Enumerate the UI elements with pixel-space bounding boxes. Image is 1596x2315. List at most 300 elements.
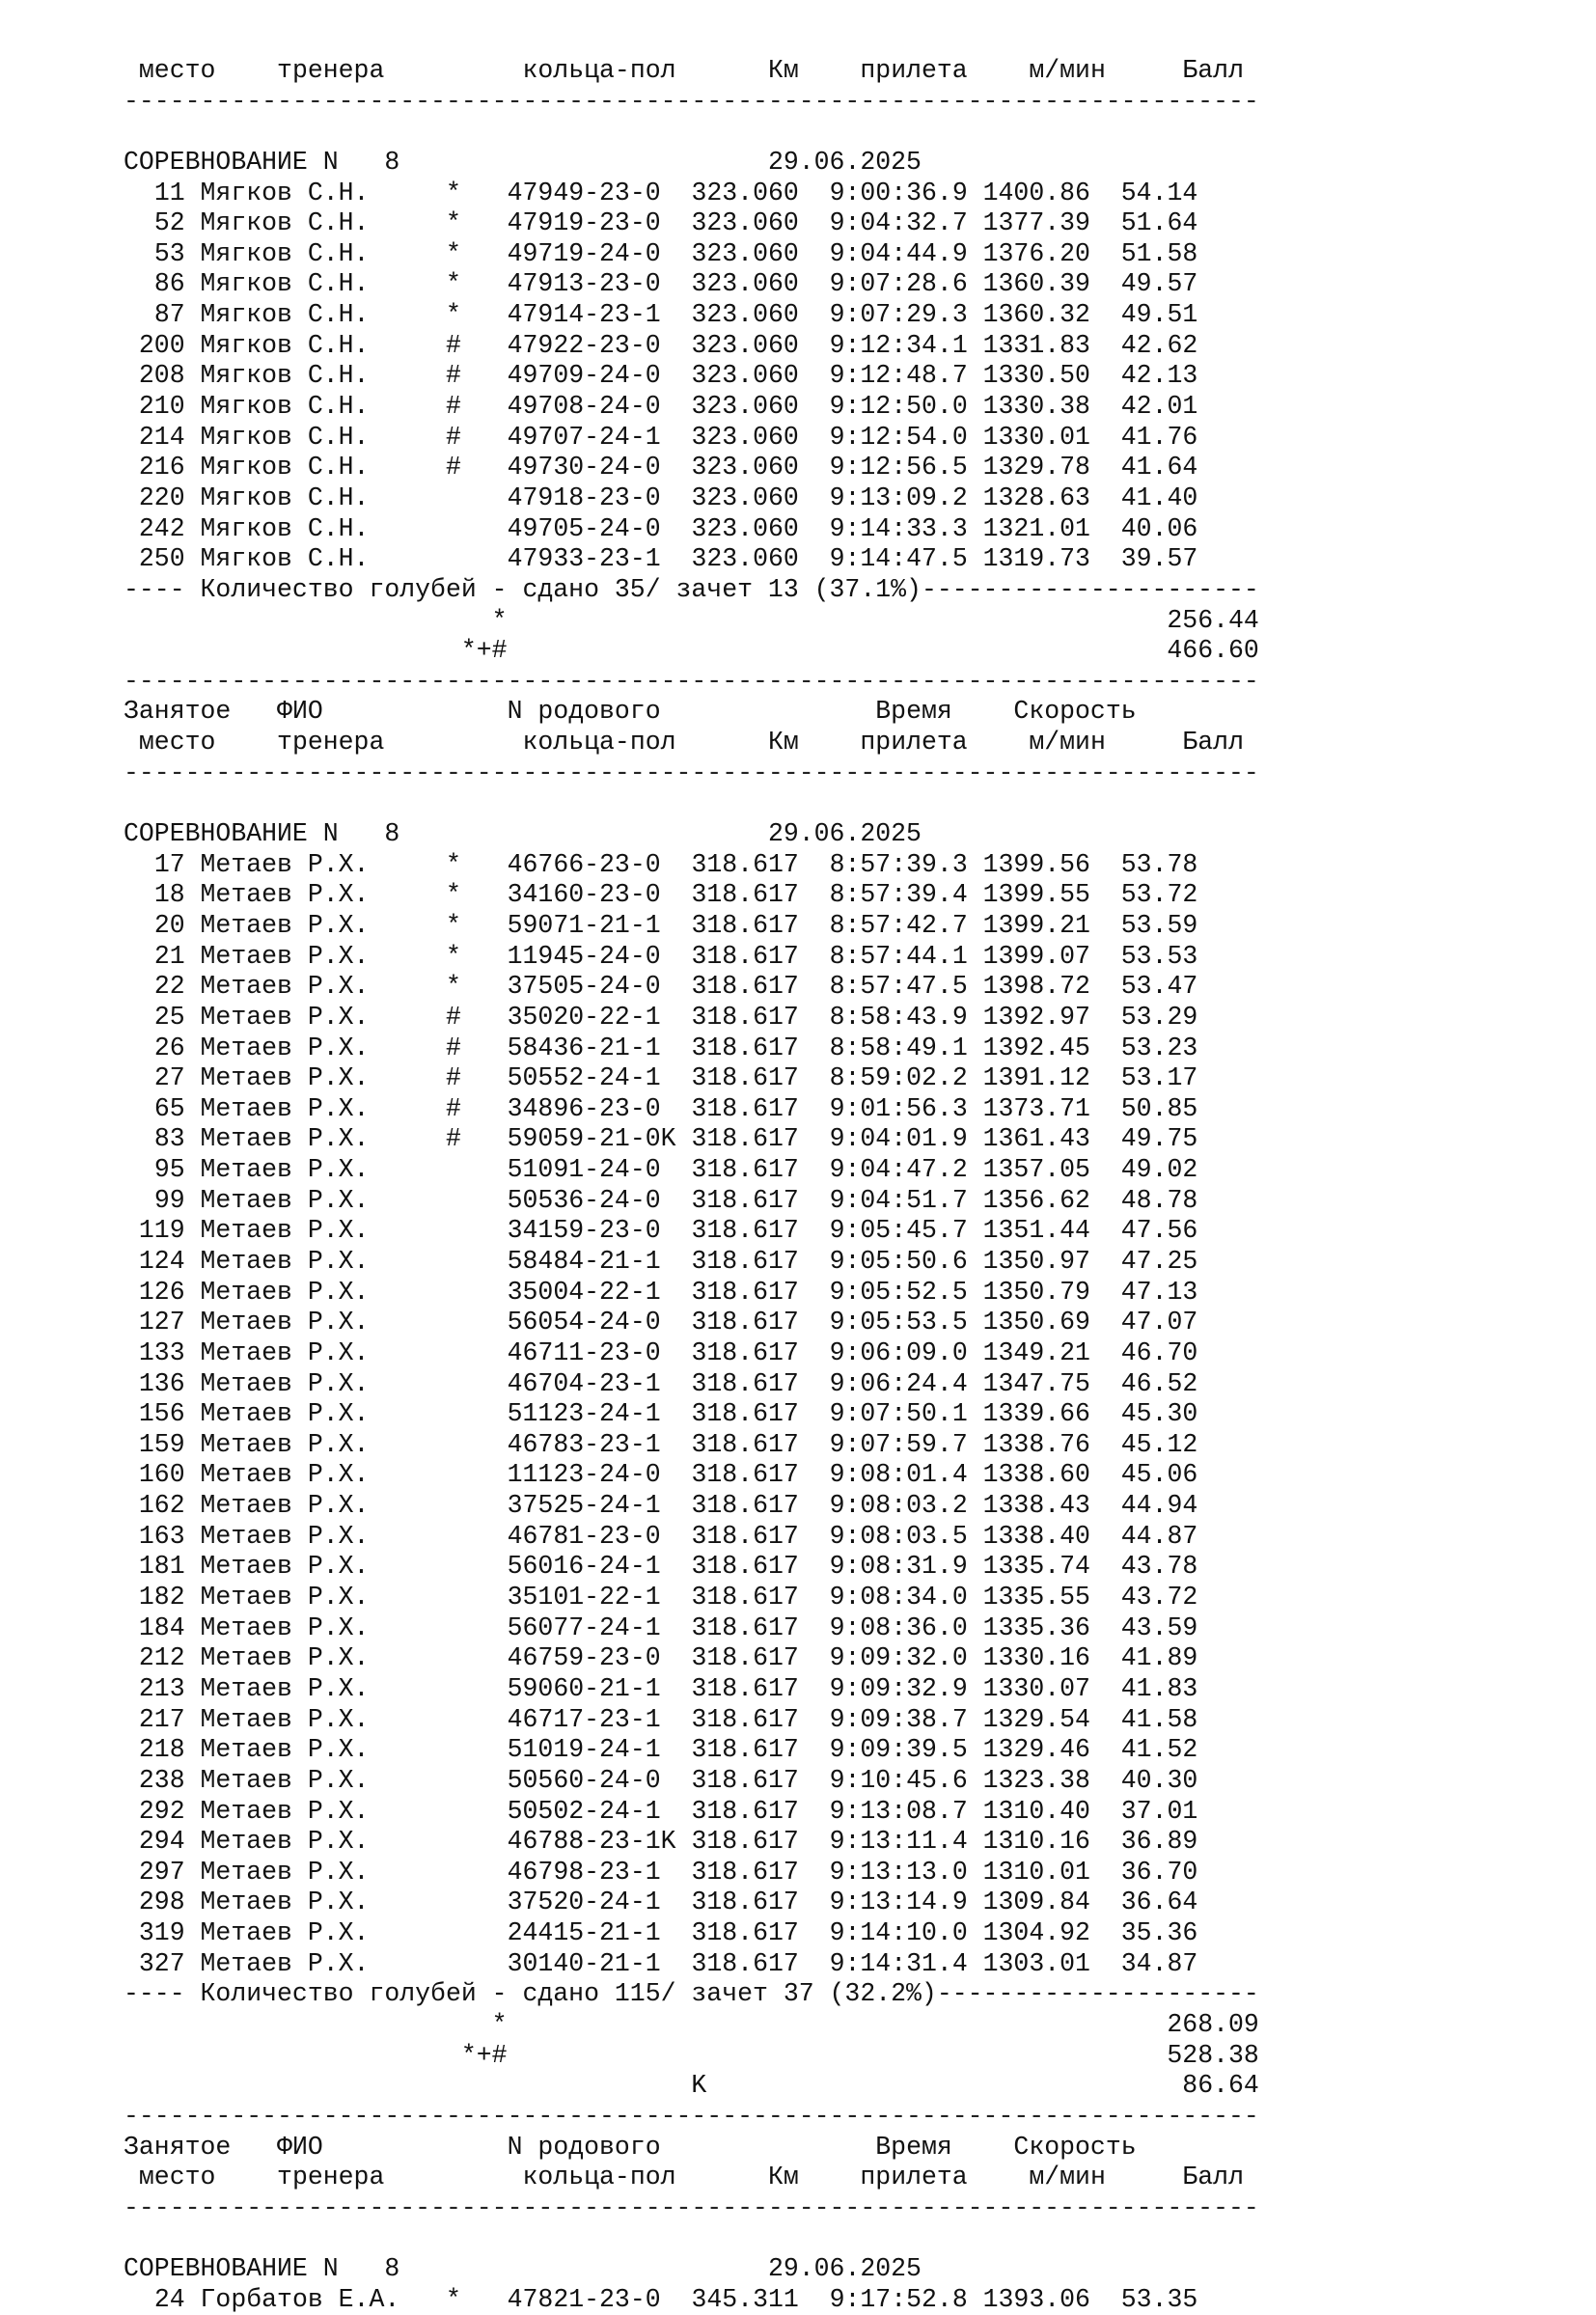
arrival-cell: 9:04:44.9 bbox=[829, 238, 968, 268]
arrival-cell: 9:07:50.1 bbox=[829, 1399, 968, 1429]
speed-cell: 1392.45 bbox=[982, 1033, 1090, 1062]
speed-cell: 1328.63 bbox=[982, 482, 1090, 512]
result-row bbox=[124, 1522, 1259, 1553]
arrival-cell: 9:04:51.7 bbox=[829, 1185, 968, 1215]
score-cell: 51.58 bbox=[1120, 238, 1198, 268]
arrival-cell: 9:06:09.0 bbox=[829, 1337, 968, 1367]
blank-line bbox=[124, 2223, 1259, 2254]
result-row bbox=[124, 544, 1259, 575]
ring-cell: 30140-21-1 bbox=[507, 1948, 661, 1978]
header-ring: кольца-пол bbox=[522, 728, 676, 758]
arrival-cell: 9:04:32.7 bbox=[829, 208, 968, 238]
speed-cell: 1357.05 bbox=[982, 1155, 1090, 1185]
mark-cell: * bbox=[445, 880, 461, 910]
result-row bbox=[124, 911, 1259, 942]
place-cell: 184 bbox=[138, 1612, 185, 1642]
score-cell: 49.75 bbox=[1120, 1124, 1198, 1154]
speed-cell: 1310.16 bbox=[982, 1827, 1090, 1857]
total-value: 268.09 bbox=[1167, 2010, 1259, 2039]
table-header bbox=[124, 728, 1259, 758]
separator-rule bbox=[124, 758, 1259, 789]
place-cell: 24 bbox=[153, 2284, 185, 2314]
speed-cell: 1373.71 bbox=[982, 1093, 1090, 1123]
trainer-cell: Горбатов Е.А. bbox=[200, 2284, 400, 2314]
header-place: место bbox=[138, 728, 216, 758]
mark-cell: # bbox=[445, 1002, 461, 1032]
arrival-cell: 9:12:48.7 bbox=[829, 361, 968, 391]
place-cell: 11 bbox=[153, 178, 185, 207]
result-row bbox=[124, 1094, 1259, 1125]
speed-cell: 1339.66 bbox=[982, 1399, 1090, 1429]
km-cell: 318.617 bbox=[691, 1583, 799, 1612]
separator-rule bbox=[124, 2102, 1259, 2133]
km-cell: 318.617 bbox=[691, 1033, 799, 1062]
score-cell: 41.76 bbox=[1120, 422, 1198, 452]
trainer-cell: Метаев Р.Х. bbox=[200, 1063, 370, 1093]
result-row bbox=[124, 269, 1259, 300]
trainer-cell: Мягков С.Н. bbox=[200, 361, 370, 391]
speed-cell: 1391.12 bbox=[982, 1063, 1090, 1093]
score-cell: 53.72 bbox=[1120, 880, 1198, 910]
km-cell: 323.060 bbox=[691, 300, 799, 330]
ring-cell: 47949-23-0 bbox=[507, 178, 661, 207]
trainer-cell: Мягков С.Н. bbox=[200, 392, 370, 422]
km-cell: 318.617 bbox=[691, 1552, 799, 1582]
mark-cell: * bbox=[445, 941, 461, 971]
result-row bbox=[124, 1338, 1259, 1369]
place-cell: 95 bbox=[153, 1155, 185, 1185]
arrival-cell: 9:08:01.4 bbox=[829, 1460, 968, 1490]
header-speed-top: Скорость bbox=[1013, 697, 1137, 727]
speed-cell: 1335.36 bbox=[982, 1612, 1090, 1642]
score-cell: 43.72 bbox=[1120, 1583, 1198, 1612]
trainer-cell: Мягков С.Н. bbox=[200, 544, 370, 574]
arrival-cell: 9:01:56.3 bbox=[829, 1093, 968, 1123]
trainer-cell: Мягков С.Н. bbox=[200, 178, 370, 207]
trainer-cell: Метаев Р.Х. bbox=[200, 1673, 370, 1703]
score-cell: 39.57 bbox=[1120, 544, 1198, 574]
km-cell: 323.060 bbox=[691, 544, 799, 574]
speed-cell: 1329.78 bbox=[982, 453, 1090, 482]
header-time-top: Время bbox=[875, 697, 952, 727]
competition-title bbox=[124, 2254, 1259, 2285]
km-cell: 318.617 bbox=[691, 1948, 799, 1978]
mark-cell: * bbox=[445, 269, 461, 299]
km-cell: 318.617 bbox=[691, 1124, 799, 1154]
speed-cell: 1303.01 bbox=[982, 1948, 1090, 1978]
result-row bbox=[124, 392, 1259, 423]
place-cell: 250 bbox=[138, 544, 185, 574]
result-row bbox=[124, 1643, 1259, 1674]
ring-cell: 37525-24-1 bbox=[507, 1491, 661, 1521]
separator-rule bbox=[124, 667, 1259, 698]
mark-cell: * bbox=[445, 300, 461, 330]
ring-cell: 46798-23-1 bbox=[507, 1857, 661, 1887]
speed-cell: 1350.79 bbox=[982, 1277, 1090, 1307]
ring-cell: 49708-24-0 bbox=[507, 392, 661, 422]
km-cell: 323.060 bbox=[691, 330, 799, 360]
trainer-cell: Метаев Р.Х. bbox=[200, 1888, 370, 1917]
trainer-cell: Мягков С.Н. bbox=[200, 453, 370, 482]
mark-cell: * bbox=[445, 849, 461, 879]
arrival-cell: 8:58:49.1 bbox=[829, 1033, 968, 1062]
mark-cell: # bbox=[445, 1093, 461, 1123]
speed-cell: 1350.97 bbox=[982, 1246, 1090, 1276]
km-cell: 323.060 bbox=[691, 482, 799, 512]
arrival-cell: 9:04:01.9 bbox=[829, 1124, 968, 1154]
km-cell: 318.617 bbox=[691, 1155, 799, 1185]
header-place: место bbox=[138, 56, 216, 85]
result-row bbox=[124, 880, 1259, 911]
result-row bbox=[124, 1369, 1259, 1400]
place-cell: 119 bbox=[138, 1216, 185, 1246]
place-cell: 18 bbox=[153, 880, 185, 910]
place-cell: 213 bbox=[138, 1673, 185, 1703]
header-ring-top: N родового bbox=[507, 2132, 661, 2162]
result-row bbox=[124, 1827, 1259, 1858]
result-row bbox=[124, 1155, 1259, 1186]
header-speed: м/мин bbox=[1029, 2163, 1106, 2192]
ring-cell: 58436-21-1 bbox=[507, 1033, 661, 1062]
competition-date: 29.06.2025 bbox=[767, 147, 922, 177]
km-cell: 318.617 bbox=[691, 1308, 799, 1337]
arrival-cell: 9:12:34.1 bbox=[829, 330, 968, 360]
results-report bbox=[124, 56, 1259, 2315]
blank-line bbox=[124, 788, 1259, 819]
km-cell: 323.060 bbox=[691, 361, 799, 391]
trainer-cell: Метаев Р.Х. bbox=[200, 1704, 370, 1734]
trainer-cell: Мягков С.Н. bbox=[200, 422, 370, 452]
ring-cell: 37505-24-0 bbox=[507, 972, 661, 1002]
blank-line bbox=[124, 117, 1259, 148]
competition-title bbox=[124, 148, 1259, 179]
km-cell: 318.617 bbox=[691, 849, 799, 879]
total-line bbox=[124, 636, 1259, 667]
ring-cell: 49709-24-0 bbox=[507, 361, 661, 391]
result-row bbox=[124, 300, 1259, 331]
trainer-cell: Метаев Р.Х. bbox=[200, 941, 370, 971]
header-score: Балл bbox=[1182, 56, 1244, 85]
mark-cell: # bbox=[445, 330, 461, 360]
ring-cell: 58484-21-1 bbox=[507, 1246, 661, 1276]
km-cell: 318.617 bbox=[691, 1643, 799, 1673]
total-label: *+# bbox=[460, 2040, 508, 2070]
score-cell: 47.25 bbox=[1120, 1246, 1198, 1276]
ring-cell: 56077-24-1 bbox=[507, 1612, 661, 1642]
result-row bbox=[124, 1766, 1259, 1797]
ring-cell: 50552-24-1 bbox=[507, 1063, 661, 1093]
score-cell: 45.06 bbox=[1120, 1460, 1198, 1490]
result-row bbox=[124, 208, 1259, 239]
ring-cell: 49730-24-0 bbox=[507, 453, 661, 482]
header-speed-top: Скорость bbox=[1013, 2132, 1137, 2162]
ring-cell: 46759-23-0 bbox=[507, 1643, 661, 1673]
speed-cell: 1310.01 bbox=[982, 1857, 1090, 1887]
km-cell: 318.617 bbox=[691, 1857, 799, 1887]
place-cell: 163 bbox=[138, 1521, 185, 1551]
speed-cell: 1351.44 bbox=[982, 1216, 1090, 1246]
result-row bbox=[124, 1491, 1259, 1522]
summary-line: ---- Количество голубей - сдано 115/ зачет 37 (32.2%)--------------------- bbox=[124, 1979, 1259, 2009]
trainer-cell: Метаев Р.Х. bbox=[200, 1124, 370, 1154]
score-cell: 45.12 bbox=[1120, 1429, 1198, 1459]
km-cell: 318.617 bbox=[691, 1368, 799, 1398]
speed-cell: 1349.21 bbox=[982, 1337, 1090, 1367]
summary-line: ---- Количество голубей - сдано 35/ зачет 13 (37.1%)---------------------- bbox=[124, 574, 1259, 604]
result-row bbox=[124, 1033, 1259, 1064]
place-cell: 21 bbox=[153, 941, 185, 971]
place-cell: 159 bbox=[138, 1429, 185, 1459]
score-cell: 49.51 bbox=[1120, 300, 1198, 330]
place-cell: 319 bbox=[138, 1918, 185, 1948]
km-cell: 318.617 bbox=[691, 1093, 799, 1123]
km-cell: 318.617 bbox=[691, 1704, 799, 1734]
ring-cell: 37520-24-1 bbox=[507, 1888, 661, 1917]
result-row bbox=[124, 423, 1259, 454]
ring-cell: 46783-23-1 bbox=[507, 1429, 661, 1459]
speed-cell: 1309.84 bbox=[982, 1888, 1090, 1917]
mark-cell: * bbox=[445, 178, 461, 207]
ring-cell: 49705-24-0 bbox=[507, 513, 661, 543]
place-cell: 162 bbox=[138, 1491, 185, 1521]
place-cell: 26 bbox=[153, 1033, 185, 1062]
mark-cell: * bbox=[445, 910, 461, 940]
place-cell: 87 bbox=[153, 300, 185, 330]
place-cell: 99 bbox=[153, 1185, 185, 1215]
trainer-cell: Метаев Р.Х. bbox=[200, 849, 370, 879]
mark-cell: * bbox=[445, 2284, 461, 2314]
score-cell: 40.06 bbox=[1120, 513, 1198, 543]
header-ring-top: N родового bbox=[507, 697, 661, 727]
score-cell: 41.89 bbox=[1120, 1643, 1198, 1673]
trainer-cell: Мягков С.Н. bbox=[200, 238, 370, 268]
km-cell: 318.617 bbox=[691, 1796, 799, 1826]
speed-cell: 1377.39 bbox=[982, 208, 1090, 238]
ring-cell: 51019-24-1 bbox=[507, 1735, 661, 1765]
place-cell: 214 bbox=[138, 422, 185, 452]
header-arrival: прилета bbox=[860, 56, 968, 85]
place-cell: 17 bbox=[153, 849, 185, 879]
arrival-cell: 9:06:24.4 bbox=[829, 1368, 968, 1398]
result-row bbox=[124, 1247, 1259, 1278]
score-cell: 53.78 bbox=[1120, 849, 1198, 879]
total-label: * bbox=[491, 2010, 508, 2039]
place-cell: 292 bbox=[138, 1796, 185, 1826]
arrival-cell: 9:12:56.5 bbox=[829, 453, 968, 482]
km-cell: 318.617 bbox=[691, 1491, 799, 1521]
ring-cell: 49707-24-1 bbox=[507, 422, 661, 452]
result-row bbox=[124, 1674, 1259, 1705]
place-cell: 65 bbox=[153, 1093, 185, 1123]
summary-text: Количество голубей - сдано 115/ зачет 37 (32.2%) bbox=[200, 1979, 937, 2009]
trainer-cell: Метаев Р.Х. bbox=[200, 1552, 370, 1582]
ring-cell: 59071-21-1 bbox=[507, 910, 661, 940]
km-cell: 318.617 bbox=[691, 1918, 799, 1948]
competition-date: 29.06.2025 bbox=[767, 2254, 922, 2284]
score-cell: 46.52 bbox=[1120, 1368, 1198, 1398]
trainer-cell: Мягков С.Н. bbox=[200, 300, 370, 330]
speed-cell: 1330.07 bbox=[982, 1673, 1090, 1703]
km-cell: 318.617 bbox=[691, 1765, 799, 1795]
competition-date: 29.06.2025 bbox=[767, 819, 922, 849]
rule-text: -------------------------------------------------------------------------- bbox=[124, 666, 1259, 696]
place-cell: 20 bbox=[153, 910, 185, 940]
arrival-cell: 9:14:31.4 bbox=[829, 1948, 968, 1978]
arrival-cell: 8:57:39.3 bbox=[829, 849, 968, 879]
score-cell: 43.59 bbox=[1120, 1612, 1198, 1642]
speed-cell: 1338.43 bbox=[982, 1491, 1090, 1521]
arrival-cell: 9:05:45.7 bbox=[829, 1216, 968, 1246]
trainer-cell: Метаев Р.Х. bbox=[200, 1857, 370, 1887]
km-cell: 323.060 bbox=[691, 178, 799, 207]
speed-cell: 1399.07 bbox=[982, 941, 1090, 971]
mark-cell: * bbox=[445, 238, 461, 268]
speed-cell: 1329.46 bbox=[982, 1735, 1090, 1765]
trainer-cell: Мягков С.Н. bbox=[200, 482, 370, 512]
ring-cell: 59059-21-0K bbox=[507, 1124, 676, 1154]
competition-number: 8 bbox=[384, 2254, 400, 2284]
score-cell: 53.23 bbox=[1120, 1033, 1198, 1062]
km-cell: 323.060 bbox=[691, 422, 799, 452]
score-cell: 41.64 bbox=[1120, 453, 1198, 482]
arrival-cell: 9:07:59.7 bbox=[829, 1429, 968, 1459]
km-cell: 318.617 bbox=[691, 1827, 799, 1857]
ring-cell: 51091-24-0 bbox=[507, 1155, 661, 1185]
score-cell: 50.85 bbox=[1120, 1093, 1198, 1123]
score-cell: 42.62 bbox=[1120, 330, 1198, 360]
trainer-cell: Метаев Р.Х. bbox=[200, 1246, 370, 1276]
result-row bbox=[124, 1888, 1259, 1918]
arrival-cell: 9:08:03.2 bbox=[829, 1491, 968, 1521]
speed-cell: 1399.55 bbox=[982, 880, 1090, 910]
speed-cell: 1331.83 bbox=[982, 330, 1090, 360]
arrival-cell: 9:17:52.8 bbox=[829, 2284, 968, 2314]
result-row bbox=[124, 1278, 1259, 1309]
score-cell: 53.35 bbox=[1120, 2284, 1198, 2314]
header-arrival: прилета bbox=[860, 2163, 968, 2192]
rule-text: -------------------------------------------------------------------------- bbox=[124, 86, 1259, 116]
place-cell: 124 bbox=[138, 1246, 185, 1276]
header-trainer: тренера bbox=[277, 728, 385, 758]
arrival-cell: 9:04:47.2 bbox=[829, 1155, 968, 1185]
trainer-cell: Метаев Р.Х. bbox=[200, 880, 370, 910]
place-cell: 297 bbox=[138, 1857, 185, 1887]
mark-cell: # bbox=[445, 422, 461, 452]
km-cell: 318.617 bbox=[691, 1521, 799, 1551]
result-row bbox=[124, 1063, 1259, 1094]
arrival-cell: 9:14:33.3 bbox=[829, 513, 968, 543]
result-row bbox=[124, 483, 1259, 514]
header-speed: м/мин bbox=[1029, 728, 1106, 758]
speed-cell: 1338.60 bbox=[982, 1460, 1090, 1490]
arrival-cell: 9:09:32.0 bbox=[829, 1643, 968, 1673]
km-cell: 318.617 bbox=[691, 1337, 799, 1367]
ring-cell: 47821-23-0 bbox=[507, 2284, 661, 2314]
trainer-cell: Метаев Р.Х. bbox=[200, 1827, 370, 1857]
place-cell: 136 bbox=[138, 1368, 185, 1398]
result-row bbox=[124, 1858, 1259, 1888]
place-cell: 127 bbox=[138, 1308, 185, 1337]
result-row bbox=[124, 361, 1259, 392]
total-value: 256.44 bbox=[1167, 605, 1259, 635]
score-cell: 36.89 bbox=[1120, 1827, 1198, 1857]
km-cell: 318.617 bbox=[691, 880, 799, 910]
arrival-cell: 9:09:38.7 bbox=[829, 1704, 968, 1734]
place-cell: 298 bbox=[138, 1888, 185, 1917]
score-cell: 41.52 bbox=[1120, 1735, 1198, 1765]
result-row bbox=[124, 1003, 1259, 1033]
trainer-cell: Метаев Р.Х. bbox=[200, 1521, 370, 1551]
result-row bbox=[124, 2285, 1259, 2315]
speed-cell: 1335.55 bbox=[982, 1583, 1090, 1612]
ring-cell: 47913-23-0 bbox=[507, 269, 661, 299]
trainer-cell: Метаев Р.Х. bbox=[200, 1093, 370, 1123]
ring-cell: 46781-23-0 bbox=[507, 1521, 661, 1551]
km-cell: 318.617 bbox=[691, 941, 799, 971]
score-cell: 36.64 bbox=[1120, 1888, 1198, 1917]
arrival-cell: 9:13:09.2 bbox=[829, 482, 968, 512]
ring-cell: 47933-23-1 bbox=[507, 544, 661, 574]
mark-cell: # bbox=[445, 1124, 461, 1154]
trainer-cell: Метаев Р.Х. bbox=[200, 972, 370, 1002]
speed-cell: 1330.50 bbox=[982, 361, 1090, 391]
total-line bbox=[124, 606, 1259, 637]
result-row bbox=[124, 1613, 1259, 1644]
arrival-cell: 9:05:50.6 bbox=[829, 1246, 968, 1276]
km-cell: 318.617 bbox=[691, 1002, 799, 1032]
header-time-top: Время bbox=[875, 2132, 952, 2162]
rule-text: -------------------------------------------------------------------------- bbox=[124, 2101, 1259, 2131]
speed-cell: 1400.86 bbox=[982, 178, 1090, 207]
mark-cell: * bbox=[445, 208, 461, 238]
result-row bbox=[124, 1399, 1259, 1430]
arrival-cell: 9:05:52.5 bbox=[829, 1277, 968, 1307]
arrival-cell: 9:07:28.6 bbox=[829, 269, 968, 299]
speed-cell: 1330.38 bbox=[982, 392, 1090, 422]
arrival-cell: 9:09:39.5 bbox=[829, 1735, 968, 1765]
trainer-cell: Метаев Р.Х. bbox=[200, 1918, 370, 1948]
arrival-cell: 9:14:10.0 bbox=[829, 1918, 968, 1948]
result-row bbox=[124, 1216, 1259, 1247]
km-cell: 318.617 bbox=[691, 1612, 799, 1642]
km-cell: 318.617 bbox=[691, 1735, 799, 1765]
header-trainer: тренера bbox=[277, 56, 385, 85]
header-ring: кольца-пол bbox=[522, 56, 676, 85]
mark-cell: * bbox=[445, 972, 461, 1002]
total-line bbox=[124, 2041, 1259, 2072]
score-cell: 41.58 bbox=[1120, 1704, 1198, 1734]
trainer-cell: Метаев Р.Х. bbox=[200, 1185, 370, 1215]
place-cell: 220 bbox=[138, 482, 185, 512]
ring-cell: 35004-22-1 bbox=[507, 1277, 661, 1307]
trainer-cell: Метаев Р.Х. bbox=[200, 1765, 370, 1795]
place-cell: 212 bbox=[138, 1643, 185, 1673]
mark-cell: # bbox=[445, 392, 461, 422]
ring-cell: 11123-24-0 bbox=[507, 1460, 661, 1490]
arrival-cell: 9:08:34.0 bbox=[829, 1583, 968, 1612]
speed-cell: 1304.92 bbox=[982, 1918, 1090, 1948]
ring-cell: 47918-23-0 bbox=[507, 482, 661, 512]
mark-cell: # bbox=[445, 361, 461, 391]
km-cell: 323.060 bbox=[691, 269, 799, 299]
arrival-cell: 9:08:31.9 bbox=[829, 1552, 968, 1582]
speed-cell: 1319.73 bbox=[982, 544, 1090, 574]
ring-cell: 46717-23-1 bbox=[507, 1704, 661, 1734]
trainer-cell: Метаев Р.Х. bbox=[200, 1155, 370, 1185]
trainer-cell: Метаев Р.Х. bbox=[200, 1002, 370, 1032]
header-score: Балл bbox=[1182, 728, 1244, 758]
km-cell: 318.617 bbox=[691, 910, 799, 940]
